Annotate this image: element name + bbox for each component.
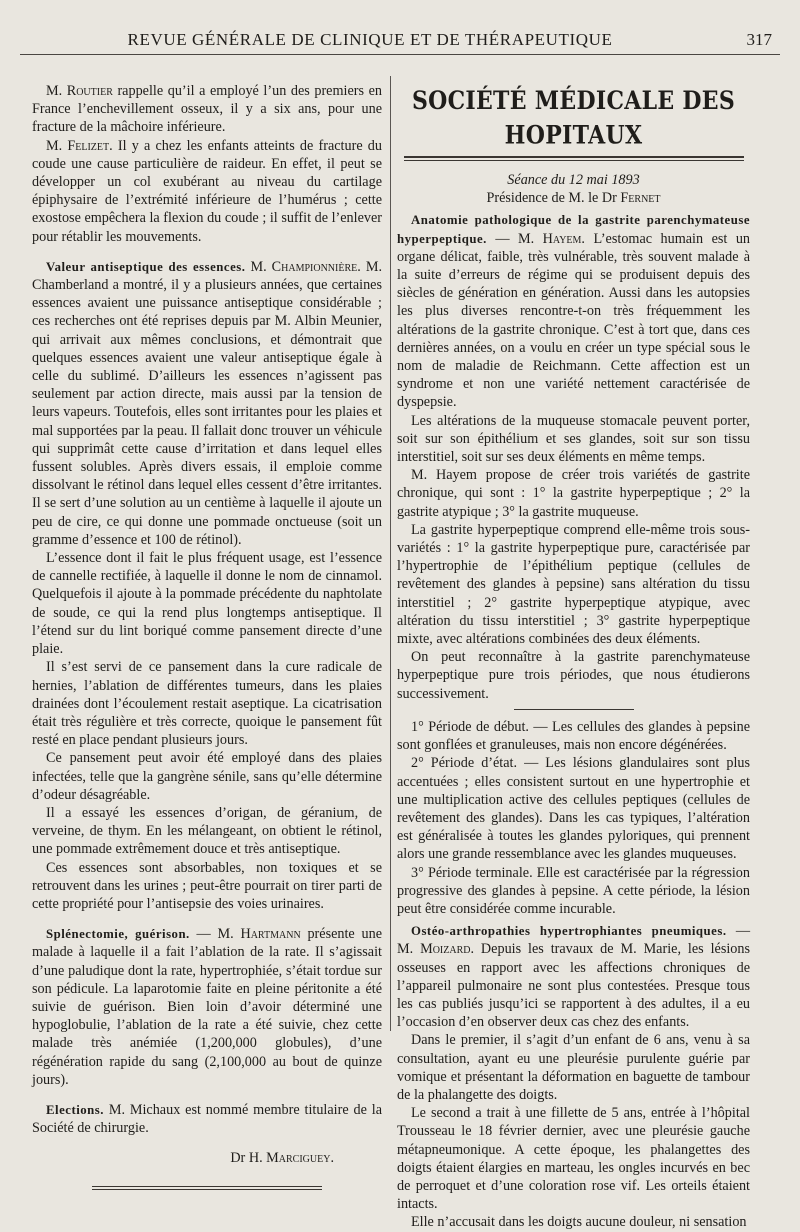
paragraph-text: Depuis les travaux de M. Marie, les lésions osseuses en rapport avec les affections chroniques de l’appareil pulmonaire ne sont plus contestées. Presque tous les cas publiés jusqu’ici se rapportent à des adultes, il a eu l’occasion d’en observer deux cas chez des enfants. — [397, 941, 750, 1031]
mid-rule — [514, 709, 634, 710]
paragraph-text: L’estomac humain est un organe délicat, faible, très vulnérable, très souvent malade à la suite d’erreurs de régime qui se produisent depuis des siècles de génération en génération. Aussi dans les autopsies les plus diverses rencontre-t-on très fréquemment les altérations de la gastrite chronique. C’est à tort que, dans ces dernières années, on a voulu en créer un type spécial sous le nom de maladie de Reichmann. Cette affection est un syndrome et non une variété nettement caractérisée de dyspepsie. — [397, 230, 751, 411]
speaker-championniere: M. Championnière. — [245, 258, 361, 275]
running-title: REVUE GÉNÉRALE DE CLINIQUE ET DE THÉRAPEUTIQUE — [127, 30, 613, 49]
author-signature — [32, 1149, 382, 1167]
presidence-name: Fernet — [620, 190, 661, 207]
paragraph-gastrite-7: 2° Période d’état. — Les lésions glandulaires sont plus accentuées ; elles consistent surtout en une hypertrophie et une multiplication active des cellules peptiques (cellules de revêtement des glandes). Dans les cas typiques, l’altération est généralisée à toutes les glandes pyloriques, qui prennent alors une grande ressemblance avec les glandes muqueuses. — [397, 755, 750, 863]
paragraph-essences-5: Il a essayé les essences d’origan, de géranium, de verveine, de thym. En les mélangeant, on obtient le rétinol, une pommade extrêmement douce et très antiseptique. — [32, 804, 382, 858]
paragraph-osteo-4: Elle n’accusait dans les doigts aucune douleur, ni sensation — [411, 1214, 747, 1231]
paragraph-routier — [32, 82, 382, 137]
running-header — [20, 28, 780, 55]
paragraph-osteo-3: Le second a trait à une fillette de 5 ans, entrée à l’hôpital Trousseau le 18 février dernier, avec une pleurésie gauche métapneumonique. A cette époque, les phalangettes des doigts étaient élargies en marteau, les ongles incurvés en bec de perroquet et d’une coloration rose vif. Les orteils étaient intacts. — [397, 1105, 750, 1213]
paragraph-osteo-2: Dans le premier, il s’agit d’un enfant de 6 ans, venu à sa consultation, ayant eu une pleurésie purulente guérie par vomique et présentant la déformation en baguette de tambour de la phalangette des doigts. — [397, 1032, 750, 1103]
end-rule — [92, 1186, 322, 1190]
speaker-hayem: — M. Hayem. — [486, 230, 585, 247]
paragraph-essences-2: L’essence dont il fait le plus fréquent usage, est l’essence de cannelle rectifiée, à laquelle il donne le nom de cinnamol. Quelquefois il ajoute à la pommade précédente du naphtolate de soude, ce qui la rend plus longtemps antiseptique. Il l’étend sur du lint boriqué comme pansement directe d’une plaie. — [32, 550, 382, 658]
signature-name: Marciguey. — [266, 1150, 334, 1167]
page-number: 317 — [746, 30, 772, 49]
right-column — [397, 82, 750, 1232]
section-elections — [32, 1101, 382, 1137]
section-splenectomie — [32, 925, 382, 1089]
section-essences — [32, 258, 382, 549]
paragraph-gastrite-6: 1° Période de début. — Les cellules des glandes à pepsine sont gonflées et granuleuses, mais non encore dégénérées. — [397, 718, 750, 754]
session-date: Séance du 12 mai 1893 — [507, 172, 640, 188]
paragraph-gastrite-8: 3° Période terminale. Elle est caractérisée par la régression progressive des glandes à pepsine. A cette période, la lésion peut être considérée comme incurable. — [397, 864, 750, 917]
paragraph-text: Il y a chez les enfants atteints de fracture du coude une cause particulière de raideur. En effet, il peut se développer un col exubérant au niveau du cartilage épiphysaire de l’extrémité inférieure de l’humérus ; cette exostose empêchera la flexion du coude ; il suffit de l’enlever pour rétablir les mouvements. — [32, 137, 382, 245]
paragraph-gastrite-2: Les altérations de la muqueuse stomacale peuvent porter, soit sur son épithélium et ses glandes, soit sur son tissu interstitiel, soit sur ses deux éléments en même temps. — [397, 412, 750, 466]
presidence-prefix: Présidence de M. le Dr — [486, 190, 621, 207]
paragraph-text: M. Chamberland a montré, il y a plusieurs années, que certaines essences avaient une puissance antiseptique considérable ; ces recherches ont été reprises depuis par M. Albin Meunier, qui arrivait aux mêmes conclusions, et démontrait que quelques essences avaient une valeur antiseptique égale à celle du sublimé. D’ailleurs les essences n’agissent pas seulement par action directe, mais aussi par la tension de leurs vapeurs. Toutefois, elles sont irritantes pour les plaies et mal supportées par la peau. Il fallait donc trouver un véhicule qui supprimât cette cause d’irritation et dans lequel elles fussent solubles. Après divers essais, il emploie comme dissolvant le rétinol dans lequel elles cessent d’être irritantes. Il se sert d’une solution au un centième à laquelle il ajoute un peu de cire, ce qui donne une pommade onctueuse (soit un gramme d’essence et 100 de rétinol). — [32, 258, 382, 548]
paragraph-gastrite-4: La gastrite hyperpeptique comprend elle-même trois sous-variétés : 1° la gastrite hyperpeptique pure, caractérisée par l’hypertrophie de l’épithélium peptique (cellules de revêtement des glandes à pepsine) sans altération du tissu interstitiel ; 2° gastrite hyperpeptique atypique, avec altération du tissu interstitiel ; 3° gastrite hyperpeptique mixte, avec altérations combinées des deux éléments. — [397, 521, 750, 648]
section-osteo — [397, 922, 750, 1031]
title-rule — [404, 156, 744, 161]
column-divider — [390, 76, 391, 1031]
paragraph-gastrite-5: On peut reconnaître à la gastrite parenchymateuse hyperpeptique pure trois périodes, que nous étudierons successivement. — [397, 649, 750, 702]
paragraph-text: M. Michaux est nommé membre titulaire de la Société de chirurgie. — [32, 1101, 382, 1137]
paragraph-text: rappelle qu’il a employé l’un des premiers en France l’enchevillement osseux, il y a six ans, pour une fracture de la mâchoire inférieure. — [32, 83, 382, 136]
paragraph-text: présente une malade à laquelle il a fait l’ablation de la rate. Il s’agissait d’une paludique dont la rate, hypertrophiée, s’était tordue sur son pédicule. La laparotomie faite en pleine péritonite a été suivie de guérison. Bien loin d’avoir déterminé une hypoglobulie, l’ablation de la rate a été suivie, chez cette malade très anémiée (1,200,000 globules), d’une régénération rapide du sang (2,100,000 au bout de quinze jours). — [32, 926, 382, 1088]
paragraph-felizet — [32, 137, 382, 246]
section-heading-gastrite: Anatomie pathologique de la gastrite parenchymateuse hyperpeptique. — [397, 213, 750, 246]
speaker-routier: M. Routier — [46, 83, 113, 99]
left-column — [32, 82, 382, 1190]
paragraph-essences-4: Ce pansement peut avoir été employé dans des plaies infectées, telle que la gangrène sénile, sans qu’elle détermine d’odeur désagréable. — [32, 750, 382, 803]
section-heading-splenectomie: Splénectomie, guérison. — [46, 927, 190, 942]
society-title: SOCIÉTÉ MÉDICALE DES HOPITAUX — [411, 85, 736, 151]
section-heading-elections: Elections. — [46, 1102, 104, 1117]
section-heading-essences: Valeur antiseptique des essences. — [46, 259, 246, 274]
section-heading-osteo: Ostéo-arthropathies hypertrophiantes pneumiques. — [411, 924, 727, 939]
speaker-felizet: M. Felizet. — [46, 137, 113, 154]
paragraph-essences-3: Il s’est servi de ce pansement dans la cure radicale de hernies, l’ablation de différentes tumeurs, dans les plaies drainées dont l’écoulement restait aseptique. La cicatrisation était très régulière et très correcte, quoique le pansement fût resté en place pendant plusieurs jours. — [32, 659, 382, 749]
paragraph-gastrite-3: M. Hayem propose de créer trois variétés de gastrite chronique, qui sont : 1° la gastrite hyperpeptique ; 2° la gastrite atypique ; 3° la gastrite muqueuse. — [397, 467, 750, 520]
paragraph-essences-6: Ces essences sont absorbables, non toxiques et se retrouvent dans les urines ; peut-être pourrait on tirer parti de cette propriété pour l’antisepsie des voies urinaires. — [32, 859, 382, 912]
signature-prefix: Dr H. — [230, 1150, 267, 1167]
presidence-line — [397, 189, 750, 207]
speaker-hartmann: — M. Hartmann — [189, 926, 301, 943]
section-gastrite — [397, 211, 750, 411]
speaker-moizard: — M. Moizard. — [397, 923, 750, 958]
